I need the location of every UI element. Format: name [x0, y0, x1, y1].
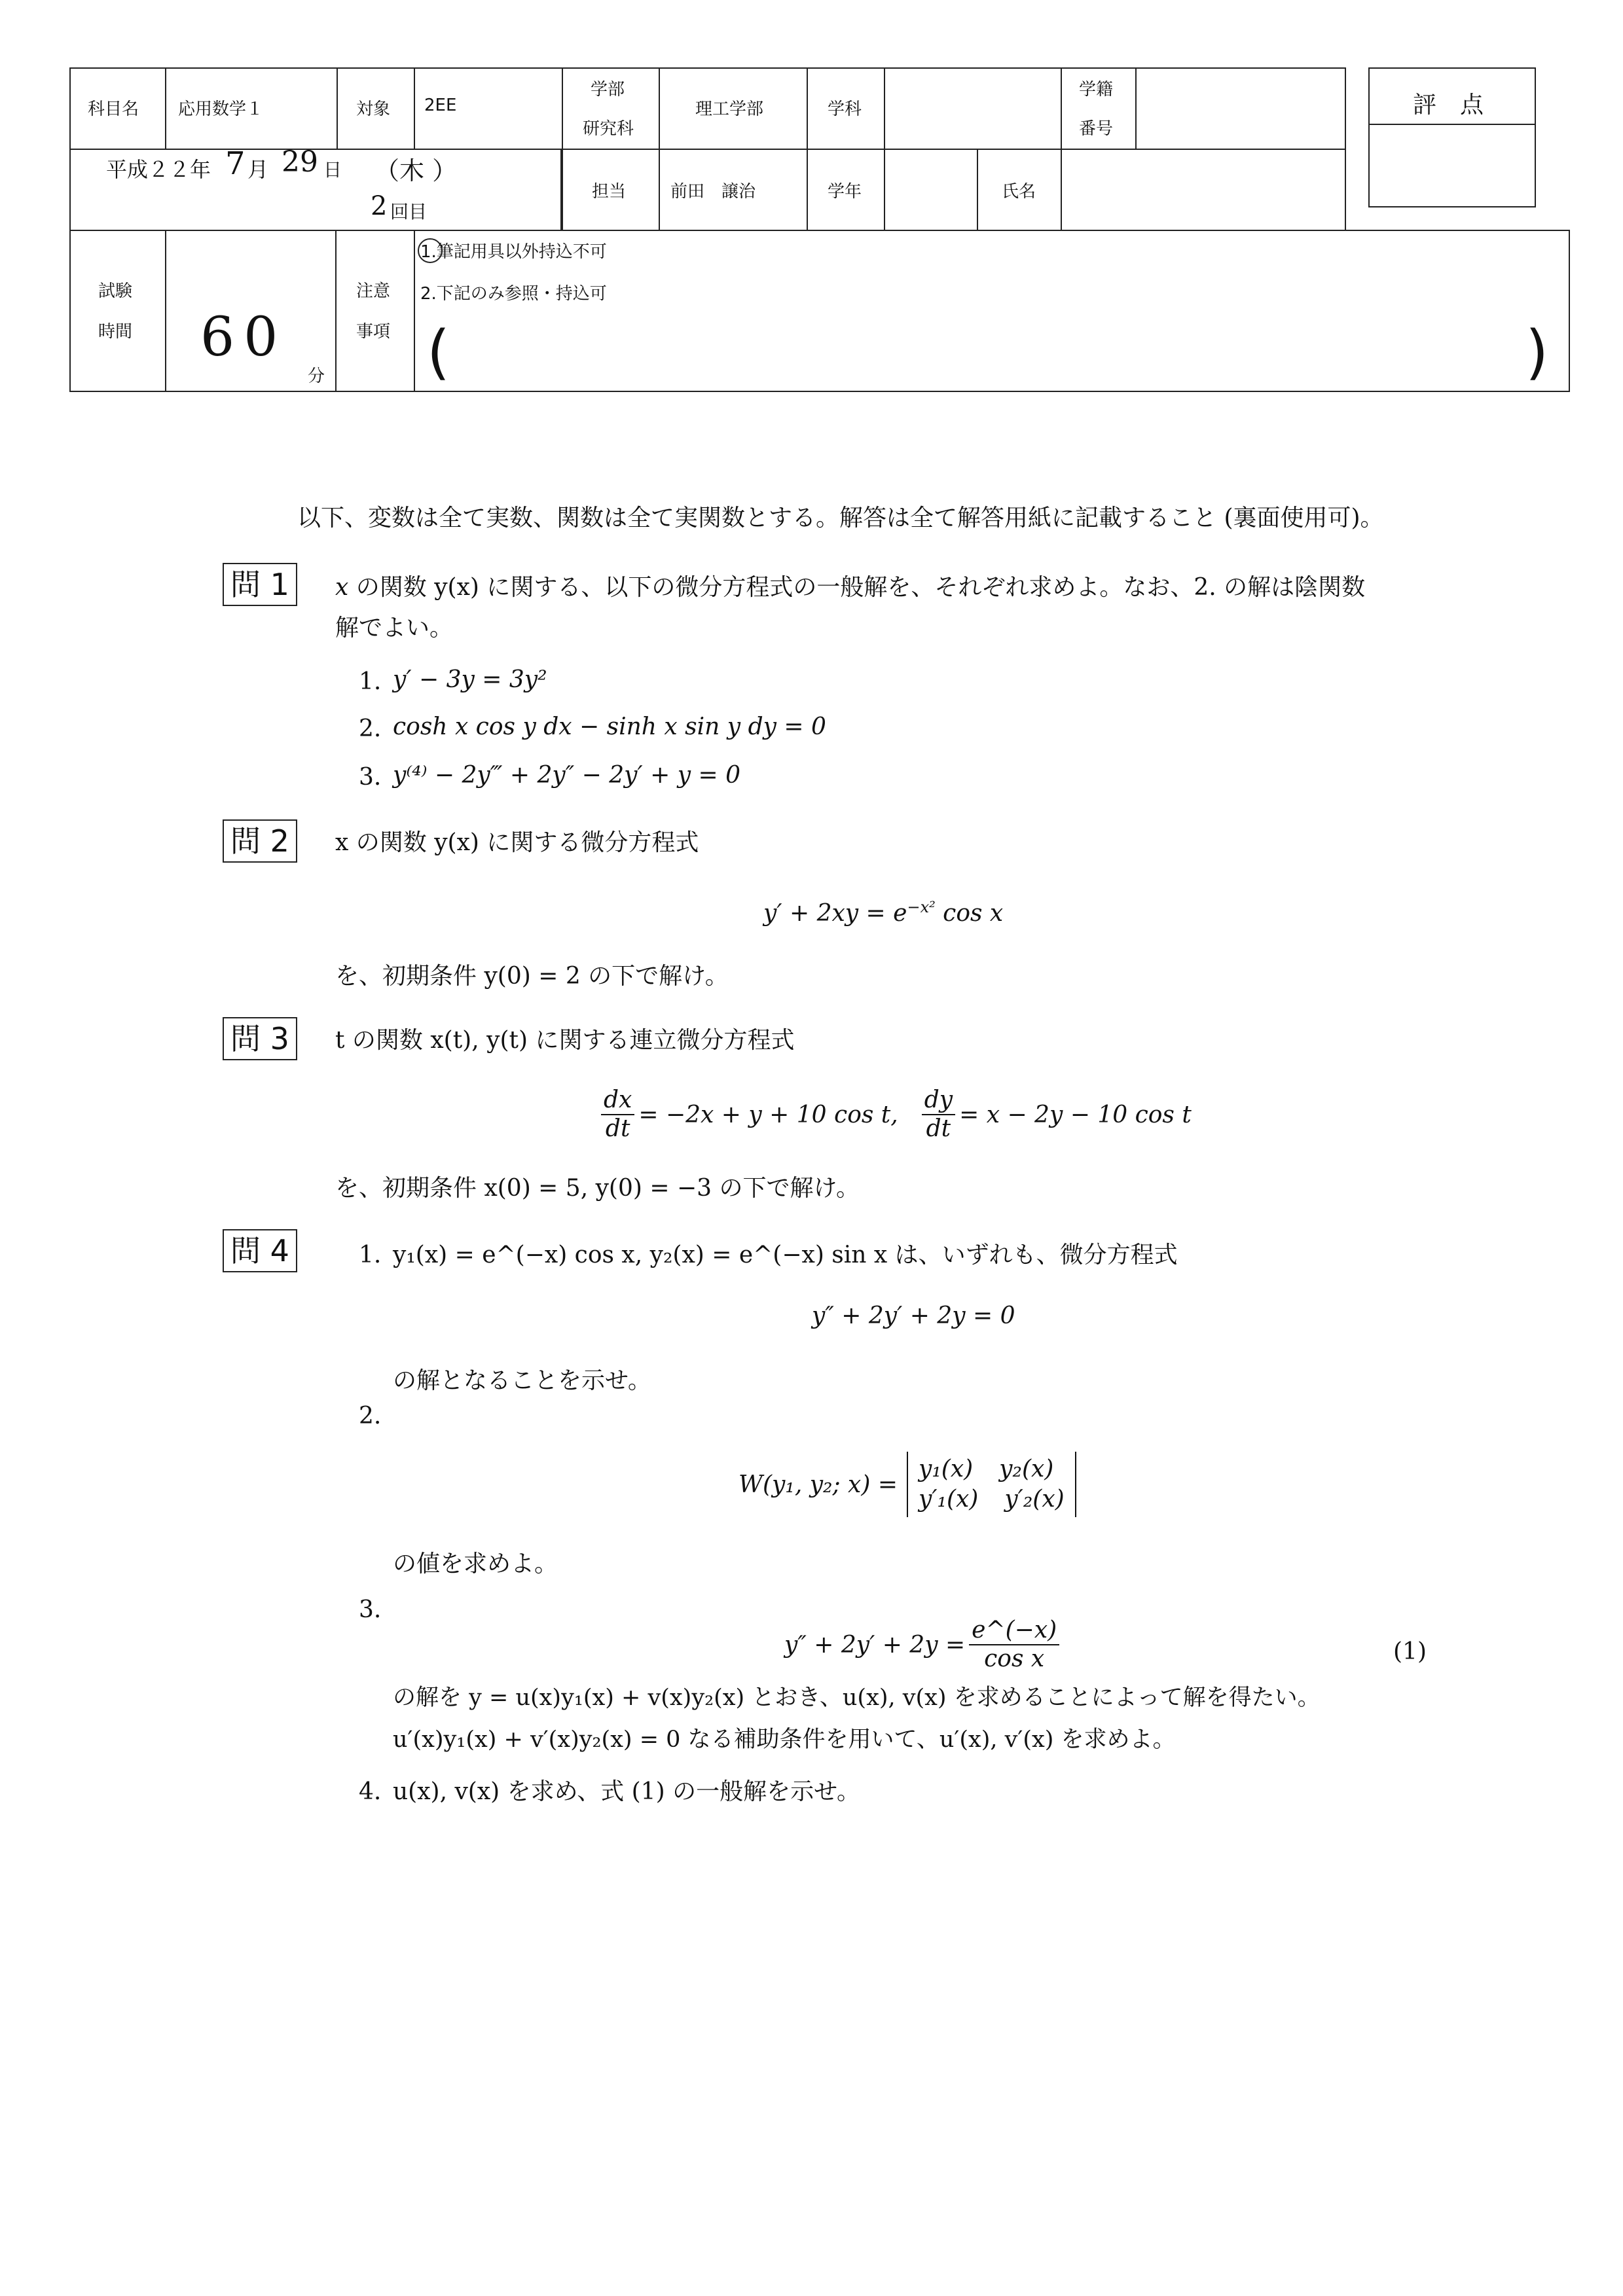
- faculty-label-2: 研究科: [583, 119, 634, 139]
- notes-label-1: 注意: [356, 281, 391, 301]
- date-day-unit: 日: [323, 159, 342, 181]
- q2-eq-rhs: cos x: [935, 900, 1004, 927]
- date-text: 平成２２年: [106, 157, 211, 182]
- q4-item3-text1: の解を y = u(x)y₁(x) + v(x)y₂(x) とおき、u(x), v(x) を求めることによって解を得たい。: [393, 1685, 1321, 1711]
- q4-item1-text: y₁(x) = e^(−x) cos x, y₂(x) = e^(−x) sin x は、いずれも、微分方程式: [393, 1242, 1178, 1268]
- q1-badge: 問 1: [223, 563, 297, 606]
- det-cell-11: y₁(x): [919, 1456, 974, 1482]
- q1-item-1-num: 1.: [359, 668, 382, 695]
- q2-eq-lhs: y′ + 2xy = e: [763, 900, 907, 927]
- date-weekday: （木 ）: [374, 156, 458, 185]
- subject-label: 科目名: [88, 99, 139, 119]
- date-month-unit: 月: [247, 157, 269, 182]
- year-value-cell[interactable]: [884, 149, 978, 231]
- q2-text: x の関数 y(x) に関する微分方程式: [335, 829, 699, 856]
- student-id-label-1: 学籍: [1079, 80, 1114, 99]
- q4-item3-lhs: y″ + 2y′ + 2y =: [784, 1631, 966, 1659]
- session-num: 2: [371, 191, 388, 221]
- notes-label-cell: [335, 230, 415, 392]
- q2-eq-sup: −x²: [907, 898, 936, 916]
- q4-item3-num: 3.: [359, 1596, 382, 1623]
- notes-bracket-right: ): [1525, 318, 1549, 387]
- teacher-value: 前田 譲治: [670, 182, 756, 202]
- target-label: 対象: [356, 99, 391, 119]
- q1-text-line1-body: の関数 y(x) に関する、以下の微分方程式の一般解を、それぞれ求めよ。なお、2. の解は陰関数: [348, 574, 1366, 601]
- q4-item2-lhs: W(y₁, y₂; x) =: [739, 1471, 898, 1498]
- q1-item-2-eq: cosh x cos y dx − sinh x sin y dy = 0: [393, 713, 826, 740]
- notes-bracket-left: (: [427, 318, 450, 387]
- q3-eq1-rhs: = −2x + y + 10 cos t,: [638, 1101, 898, 1128]
- q3-text: t の関数 x(t), y(t) に関する連立微分方程式: [335, 1027, 795, 1054]
- department-value-cell[interactable]: [884, 67, 1062, 150]
- exam-time-value: 60: [200, 306, 287, 368]
- q2-equation: [763, 898, 1003, 927]
- q4-item3-eq: [784, 1617, 1063, 1673]
- q4-item1-num: 1.: [359, 1242, 382, 1268]
- q1-var-x: x: [335, 574, 349, 601]
- score-value-cell: [1368, 124, 1536, 207]
- student-id-value-cell[interactable]: [1135, 67, 1346, 150]
- q2-badge: 問 2: [223, 819, 297, 863]
- q4-badge: 問 4: [223, 1229, 297, 1272]
- q4-item3-text2: u′(x)y₁(x) + v′(x)y₂(x) = 0 なる補助条件を用いて、u′(x), v′(x) を求めよ。: [393, 1727, 1176, 1753]
- q3-condition: を、初期条件 x(0) = 5, y(0) = −3 の下で解け。: [335, 1175, 860, 1202]
- q4-item2-num: 2.: [359, 1403, 382, 1429]
- target-value: 2EE: [424, 96, 457, 115]
- subject-value: 応用数学１: [178, 99, 264, 119]
- q1-item-3-num: 3.: [359, 764, 382, 791]
- q4-item2-eq: [739, 1452, 1076, 1517]
- date-month: 7: [225, 145, 246, 182]
- det-cell-22: y′₂(x): [1004, 1486, 1065, 1513]
- score-label: 評 点: [1413, 92, 1484, 118]
- note-2: 2.下記のみ参照・持込可: [420, 284, 607, 304]
- q4-item4-text: u(x), v(x) を求め、式 (1) の一般解を示せ。: [393, 1778, 860, 1805]
- q4-item3-frac: $\frac{e\^{}(-x)}{\text{cos x}}$: [969, 1617, 1059, 1673]
- q1-item-1-eq: y′ − 3y = 3y²: [393, 666, 547, 693]
- exam-time-unit: 分: [308, 367, 325, 386]
- q4-item1-after: の解となることを示せ。: [393, 1367, 651, 1394]
- q4-wronskian-determinant: [907, 1452, 1076, 1517]
- name-value-cell[interactable]: [1061, 149, 1346, 231]
- teacher-label: 担当: [592, 182, 627, 202]
- department-label: 学科: [828, 99, 862, 119]
- q1-text-line2: 解でよい。: [335, 615, 454, 641]
- year-label: 学年: [828, 182, 862, 202]
- q4-item1-eq: y″ + 2y′ + 2y = 0: [812, 1302, 1015, 1329]
- q4-item2-after: の値を求めよ。: [393, 1551, 558, 1577]
- exam-time-label-cell: [69, 230, 166, 392]
- faculty-value: 理工学部: [695, 99, 764, 119]
- notes-label-2: 事項: [356, 322, 391, 342]
- name-label: 氏名: [1002, 182, 1036, 202]
- exam-time-label-2: 時間: [98, 322, 133, 342]
- q4-item3-tag: (1): [1393, 1638, 1427, 1665]
- det-cell-21: y′₁(x): [919, 1486, 979, 1513]
- q1-text-line1: [335, 572, 1365, 603]
- q1-item-3-eq: y⁽⁴⁾ − 2y‴ + 2y″ − 2y′ + y = 0: [393, 762, 741, 789]
- student-id-label-2: 番号: [1079, 119, 1114, 139]
- q3-badge: 問 3: [223, 1017, 297, 1060]
- q3-eq2-rhs: = x − 2y − 10 cos t: [959, 1101, 1192, 1128]
- exam-time-label-1: 試験: [98, 281, 133, 301]
- date-day: 29: [282, 145, 318, 179]
- det-cell-12: y₂(x): [999, 1456, 1054, 1482]
- q2-condition: を、初期条件 y(0) = 2 の下で解け。: [335, 963, 729, 990]
- faculty-label-1: 学部: [591, 80, 625, 99]
- q4-item4-num: 4.: [359, 1778, 382, 1805]
- q3-eq2-frac: $\frac{dy}{dt}$: [922, 1086, 955, 1143]
- note-1: 1.筆記用具以外持込不可: [420, 242, 607, 262]
- session-unit: 回目: [390, 201, 428, 223]
- q1-item-2-num: 2.: [359, 715, 382, 742]
- q3-equation: [597, 1086, 1192, 1143]
- intro-text: 以下、変数は全て実数、関数は全て実関数とする。解答は全て解答用紙に記載すること (裏面使用可)。: [297, 505, 1384, 531]
- q3-eq1-frac: $\frac{dx}{dt}$: [601, 1086, 634, 1143]
